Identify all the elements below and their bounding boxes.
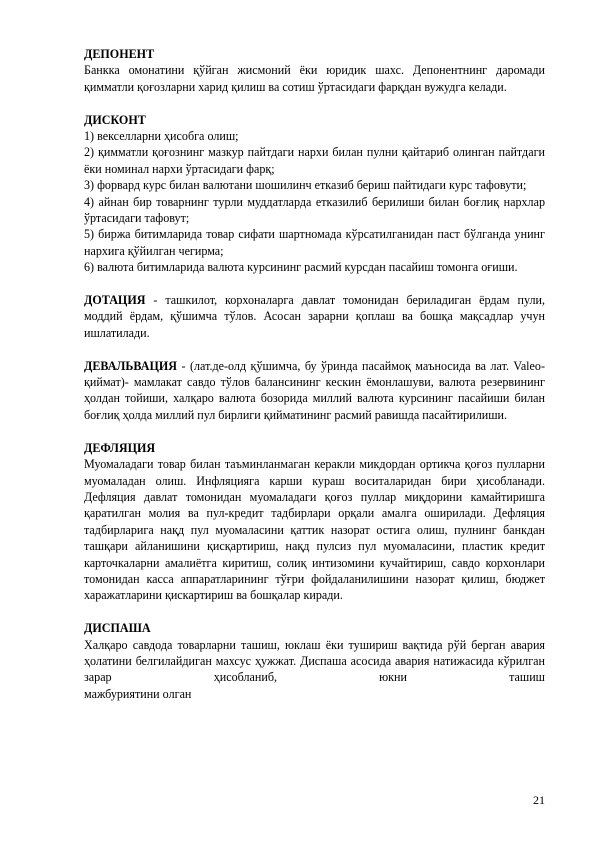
diskont-item-2: 2) қимматли қоғознинг мазкур пайтдаги нархи билан пулни қайтариб олинган пайтдаги ёки номинал нархи ўртасидаги фарқ; <box>84 145 545 176</box>
heading-dispasha: ДИСПАША <box>84 621 151 636</box>
term-devalvatsiya: ДЕВАЛЬВАЦИЯ <box>84 358 178 373</box>
spacer <box>84 341 545 357</box>
diskont-item-6: 6) валюта битимларида валюта курсининг расмий курсдан пасайиш томонга оғиши. <box>84 260 518 275</box>
spacer <box>84 604 545 620</box>
text-deponent: Банкка омонатини қўйган жисмоний ёки юридик шахс. Депонентнинг даромади қимматли қоғозларни харид қилиш ва сотиш ўртасидаги фарқдан вужудга келади. <box>84 63 545 94</box>
spacer <box>84 95 545 111</box>
spacer <box>84 276 545 292</box>
entry-diskont <box>84 112 545 276</box>
diskont-item-1: 1) векселларни ҳисобга олиш; <box>84 129 239 144</box>
entry-devalvatsiya <box>84 358 545 424</box>
page-number: 21 <box>533 793 545 807</box>
diskont-item-3: 3) форвард курс билан валютани шошилинч етказиб бериш пайтидаги курс тафовути; <box>84 178 527 193</box>
document-page <box>84 46 545 702</box>
diskont-item-5: 5) биржа битимларида товар сифати шартномада кўрсатилганидан паст бўлганда унинг нархига қўйилган чегирма; <box>84 227 545 258</box>
term-dotatsiya: ДОТАЦИЯ <box>84 293 146 308</box>
entry-deponent <box>84 46 545 95</box>
text-devalvatsiya <box>84 358 545 424</box>
text-deflyatsiya: Муомаладаги товар билан таъминланмаган керакли микдордан ортикча қоғоз пулларни муомаладан олиш. Инфляцияга карши кураш воситаларидан бири ҳисобланади. Дефляция давлат томонидан муомаладаги қоғоз пуллар миқдорини камайтиришга қаратилган молия ва пул-кредит тадбирлари орқали амалга оширилади. Дефляция тадбирларига нақд пул муомаласини қаттик назорат остига олиш, пулнинг банкдан ташқари айланишини қисқартириш, нақд пулсиз пул муомаласини, пластик кредит карточкаларни амалиётга киритиш, солиқ интизомини кучайтириш, савдо корхонлари томонидан касса аппаратларининг тўғри фойдаланилишини назорат қилиш, бюджет харажатларини қискартириш ва бошқалар киради. <box>84 457 545 603</box>
definition-dotatsiya: - ташкилот, корхоналарга давлат томонидан бериладиган ёрдам пули, моддий ёрдам, қўшимча тўлов. Асосан зарарни қоплаш ва бошқа мақсадлар учун ишлатилади. <box>84 293 545 340</box>
entry-dotatsiya <box>84 292 545 341</box>
heading-deflyatsiya: ДЕФЛЯЦИЯ <box>84 440 156 455</box>
text-dotatsiya <box>84 292 545 341</box>
heading-diskont: ДИСКОНТ <box>84 112 146 127</box>
heading-deponent: ДЕПОНЕНТ <box>84 47 155 61</box>
definition-devalvatsiya: - (лат.де-олд қўшимча, бу ўринда пасаймоқ маъносида ва лат. Valeo- қиймат)- мамлакат савдо тўлов балансининг кескин ёмонлашуви, валюта резервининг ҳолдан тойиши, халқаро валюта бозорида миллий валюта курсининг пасайиши билан боғлиқ ҳолда миллий пул бирлиги қийматининг расмий равишда пасайтирилиши. <box>84 358 545 422</box>
entry-deflyatsiya <box>84 440 545 604</box>
spacer <box>84 423 545 439</box>
text-dispasha-last-line: мажбуриятини олган <box>84 686 192 701</box>
entry-dispasha <box>84 620 545 702</box>
text-dispasha: Халқаро савдода товарларни ташиш, юклаш ёки тушириш вақтида рўй берган авария ҳолатини белгилайдиган махсус ҳужжат. Диспаша асосида авария натижасида кўрилган зарар ҳисобланиб, юкни ташиш <box>84 637 545 685</box>
diskont-item-4: 4) айнан бир товарнинг турли муддатларда етказилиб берилиши билан боғлиқ нархлар ўртасидаги тафовут; <box>84 194 545 226</box>
